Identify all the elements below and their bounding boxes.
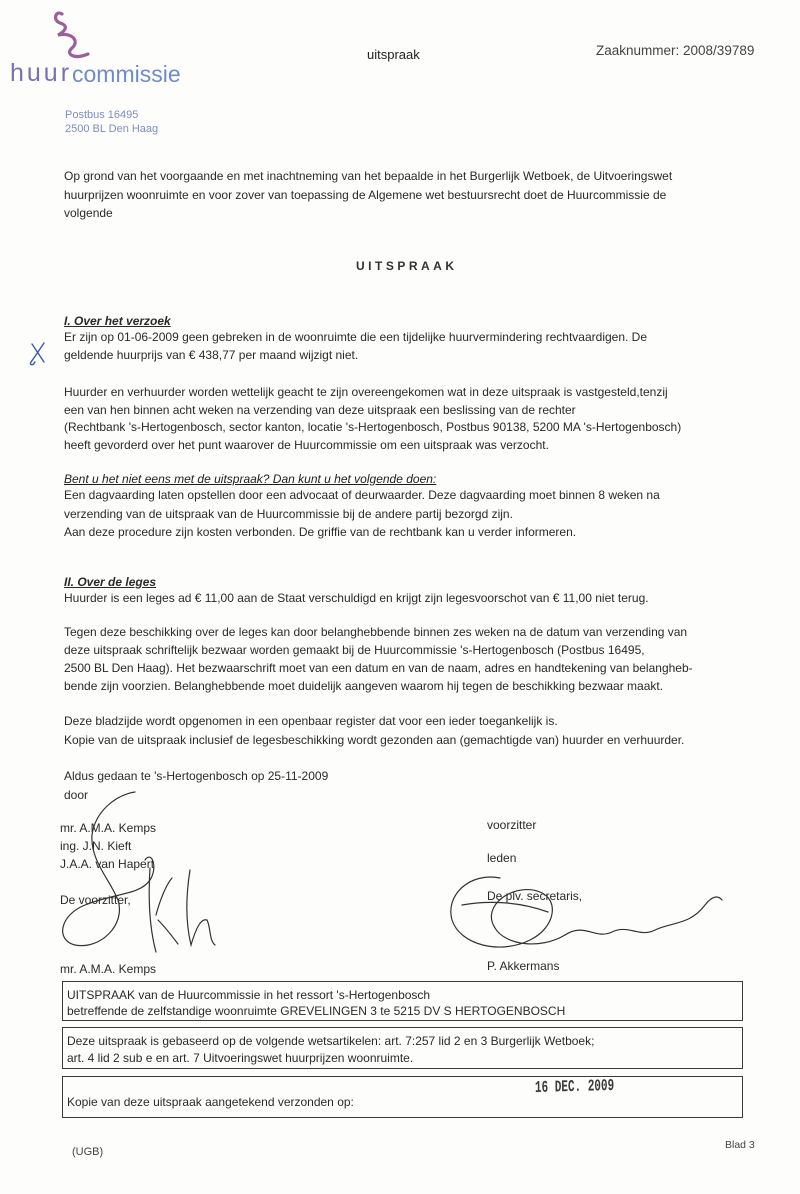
fee-statement: Huurder is een leges ad € 11,00 aan de Staat verschuldigd en krijgt zijn legesvoorschot van € 11,00 niet terug. <box>64 591 649 605</box>
box-line: art. 4 lid 2 sub e en art. 7 Uitvoeringswet huurprijzen woonruimte. <box>67 1051 414 1065</box>
handwritten-mark <box>30 343 44 365</box>
paragraph-line: 2500 BL Den Haag). Het bezwaarschrift moet van een datum en van de naam, adres en handtekening van belangheb- <box>64 661 693 675</box>
sender-address-line: Postbus 16495 <box>65 109 139 121</box>
document-type-label: uitspraak <box>367 47 420 62</box>
box-line: Deze uitspraak is gebaseerd op de volgende wetsartikelen: art. 7:257 lid 2 en 3 Burgerlijk Wetboek; <box>67 1034 595 1048</box>
case-number: Zaaknummer: 2008/39789 <box>596 43 755 58</box>
members-role: leden <box>487 851 517 865</box>
chair-role: voorzitter <box>487 818 537 832</box>
fee-objection-paragraph <box>64 623 693 695</box>
dispatch-label: Kopie van deze uitspraak aangetekend verzonden op: <box>67 1095 354 1109</box>
paragraph-line: Tegen deze beschikking over de leges kan door belanghebbende binnen zes weken na de datum van verzending van <box>64 625 688 639</box>
intro-line: huurprijzen woonruimte en voor zover van toepassing de Algemene wet bestuursrecht doet de Huurcommissie de <box>64 187 667 202</box>
intro-line: volgende <box>64 206 113 220</box>
section-heading-request: I. Over het verzoek <box>64 314 171 328</box>
paragraph-line: (Rechtbank 's-Hertogenbosch, sector kanton, locatie 's-Hertogenbosch, Postbus 90138, 5200 MA 's-Hertogenbosch) <box>64 420 682 435</box>
register-paragraph <box>64 712 684 749</box>
secretary-signature-label: De plv. secretaris, <box>487 889 583 903</box>
ruling-title: UITSPRAAK <box>356 259 458 273</box>
paragraph-line: Een dagvaarding laten opstellen door een advocaat of deurwaarder. Deze dagvaarding moet binnen 8 weken na <box>64 488 660 502</box>
paragraph-line: een van hen binnen acht weken na verzending van deze uitspraak een beslissing van de rechter <box>64 402 576 417</box>
chair-signature-label: De voorzitter, <box>60 893 131 907</box>
ruling-reference-box <box>62 981 743 1021</box>
paragraph-line: verzending van de uitspraak van de Huurcommissie bij de andere partij bezorgd zijn. <box>64 506 513 521</box>
box-line: UITSPRAAK van de Huurcommissie in het ressort 's-Hertogenbosch <box>67 988 431 1002</box>
sender-address <box>65 108 158 136</box>
box-line: betreffende de zelfstandige woonruimte GREVELINGEN 3 te 5215 DV S HERTOGENBOSCH <box>67 1004 566 1018</box>
huurcommissie-logo <box>10 8 190 90</box>
paragraph-line: bende zijn voorzien. Belanghebbende moet duidelijk aangeven waarom hij tegen de beschikking bezwaar maakt. <box>64 679 664 693</box>
paragraph-line: deze uitspraak schriftelijk bezwaar worden gemaakt bij de Huurcommissie 's-Hertogenbosch (Postbus 16495, <box>64 643 645 657</box>
dispatch-date-stamp: 16 DEC. 2009 <box>534 1077 615 1098</box>
paragraph-line: Aan deze procedure zijn kosten verbonden. De griffie van de rechtbank kan u verder informeren. <box>64 525 577 539</box>
committee-members <box>60 819 156 873</box>
dispatch-box <box>62 1076 743 1118</box>
intro-line: Op grond van het voorgaande en met inachtneming van het bepaalde in het Burgerlijk Wetboek, de Uitvoeringswet <box>64 169 673 183</box>
paragraph-line: Deze bladzijde wordt opgenomen in een openbaar register dat voor een ieder toegankelijk is. <box>64 714 558 728</box>
paragraph-line: Huurder en verhuurder worden wettelijk geacht te zijn overeengekomen wat in deze uitspraak is vastgesteld,tenzij <box>64 385 668 399</box>
section-heading-fees: II. Over de leges <box>64 575 157 589</box>
binding-agreement-paragraph <box>64 384 681 455</box>
request-outcome-paragraph <box>64 328 647 364</box>
chair-name: mr. A.M.A. Kemps <box>60 962 157 976</box>
place-date-line: Aldus gedaan te 's-Hertogenbosch op 25-11-2009 <box>64 769 329 783</box>
by-line: door <box>64 787 89 802</box>
paragraph-line: Kopie van de uitspraak inclusief de legesbeschikking wordt gezonden aan (gemachtigde van) huurder en verhuurder. <box>64 732 685 747</box>
secretary-name: P. Akkermans <box>487 959 560 973</box>
closing-statement <box>64 767 328 804</box>
paragraph-line: Er zijn op 01-06-2009 geen gebreken in de woonruimte die een tijdelijke huurvermindering rechtvaardigen. De <box>64 330 648 344</box>
sender-address-line: 2500 BL Den Haag <box>65 123 159 135</box>
appeal-heading: Bent u het niet eens met de uitspraak? Dan kunt u het volgende doen: <box>64 472 437 486</box>
committee-member: mr. A.M.A. Kemps <box>60 821 157 835</box>
legal-basis-box <box>62 1027 743 1069</box>
intro-paragraph <box>64 167 672 223</box>
footer-code: (UGB) <box>72 1146 104 1158</box>
appeal-paragraph <box>64 486 660 542</box>
logo-word-commissie: commissie <box>72 61 181 87</box>
paragraph-line: heeft gevorderd over het punt waarover de Huurcommissie om een uitspraak was verzocht. <box>64 438 549 453</box>
logo-word-huur: huur <box>10 59 73 87</box>
paragraph-line: geldende huurprijs van € 438,77 per maand wijzigt niet. <box>64 348 359 362</box>
committee-member: J.A.A. van Hapert <box>60 857 155 871</box>
committee-member: ing. J.N. Kieft <box>60 839 132 853</box>
page-number: Blad 3 <box>725 1139 755 1151</box>
